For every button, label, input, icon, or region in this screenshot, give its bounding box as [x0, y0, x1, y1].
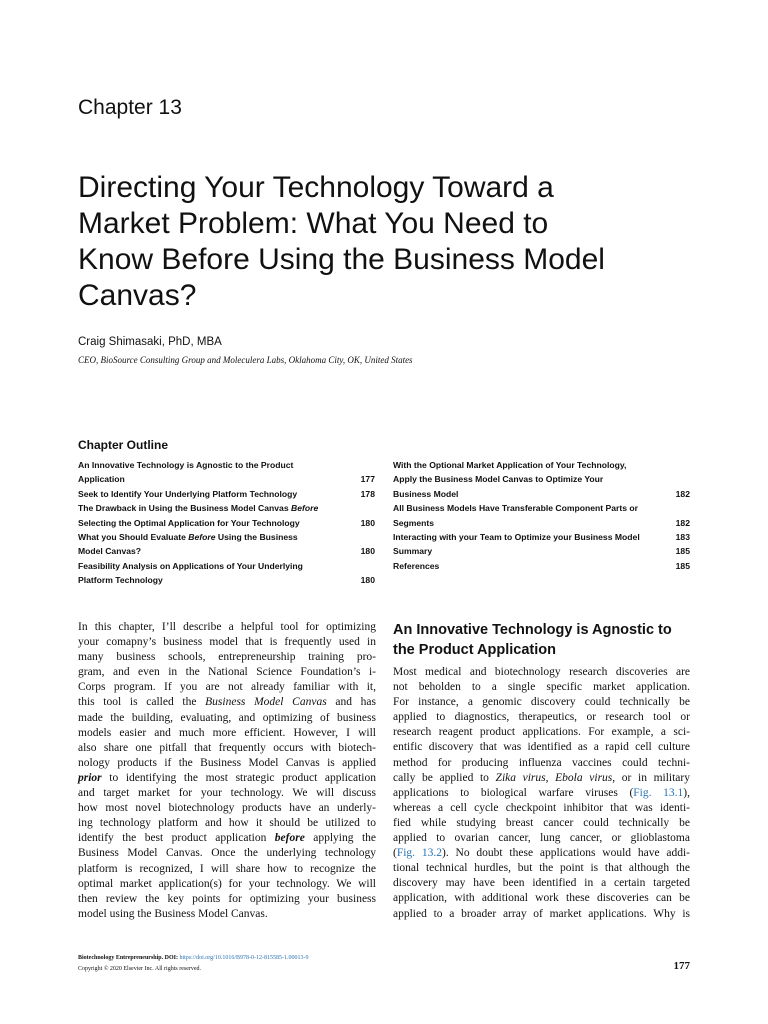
outline-entry[interactable] [393, 472, 690, 486]
outline-entry[interactable] [393, 516, 690, 530]
outline-entry-page: 185 [675, 546, 690, 557]
title-line: Know Before Using the Business Model [78, 243, 605, 276]
outline-entry-title: The Drawback in Using the Business Model Canvas Before [78, 503, 319, 514]
body-line: research reagent product applications. For example, a sci- [393, 726, 690, 739]
body-line: models easier and much more efficient. However, I will [78, 726, 376, 739]
section-paragraph [393, 665, 690, 922]
title-line: Directing Your Technology Toward a [78, 171, 554, 204]
ebola-virus-term: Ebola virus [555, 771, 613, 784]
outline-column-right [393, 458, 690, 573]
outline-entry-title: With the Optional Market Application of Your Technology, [393, 460, 627, 470]
outline-entry[interactable] [393, 458, 690, 472]
outline-entry[interactable] [393, 530, 690, 544]
outline-entry-page: 183 [675, 531, 690, 542]
outline-entry-title: Model Canvas? [78, 546, 142, 557]
body-line: platform is recognized, I will share how to recognize the [78, 862, 376, 875]
outline-entry[interactable] [78, 559, 375, 573]
business-model-canvas-term: Business Model Canvas [205, 696, 327, 709]
figure-link-13-1[interactable]: Fig. 13.1 [633, 786, 684, 799]
body-line: applications to biological warfare viruses (Fig. 13.1), [393, 786, 690, 799]
body-line: (Fig. 13.2). No doubt these applications would have addi- [393, 847, 690, 860]
outline-entry-title: Business Model [393, 488, 459, 499]
section-heading-line: the Product Application [393, 642, 556, 658]
outline-entry-page: 182 [675, 517, 690, 528]
body-line: your comapny’s business model that is frequently used in [78, 636, 376, 649]
body-line: Corps program. If you are not already familiar with it, [78, 681, 376, 694]
body-line: identify the best product application before applying the [78, 832, 376, 845]
body-line: not beholden to a single specific market application. [393, 681, 690, 694]
title-line: Canvas? [78, 279, 197, 312]
body-line: applied to diagnostics, therapeutics, or research tool or [393, 711, 690, 724]
body-line: For instance, a genomic discovery could technically be [393, 696, 690, 709]
outline-entry[interactable] [78, 573, 375, 587]
outline-entry-page: 177 [360, 474, 375, 485]
body-line: fied while studying breast cancer could technically be [393, 816, 690, 829]
outline-entry[interactable] [78, 487, 375, 501]
chapter-title [78, 170, 698, 314]
outline-entry-title: An Innovative Technology is Agnostic to the Product [78, 460, 294, 470]
outline-entry-page: 180 [360, 517, 375, 528]
outline-entry-page: 178 [360, 488, 375, 499]
body-line: whereas a cell cycle checkpoint inhibitor that was identi- [393, 801, 690, 814]
intro-paragraph [78, 620, 376, 922]
body-line: how most novel biotechnology products have an underly- [78, 802, 376, 815]
outline-entry[interactable] [78, 530, 375, 544]
outline-heading: Chapter Outline [78, 438, 169, 452]
outline-entry-page [666, 458, 690, 472]
body-line: cally be applied to Zika virus, Ebola virus, or in military [393, 771, 690, 784]
body-line: applied to a broader array of market applications. Why is [393, 907, 690, 920]
footer-source-label: Biotechnology Entrepreneurship. DOI: [78, 955, 178, 961]
title-line: Market Problem: What You Need to [78, 207, 549, 240]
outline-entry-page [351, 458, 375, 472]
body-line: many business schools, entrepreneurship training pro- [78, 651, 376, 664]
outline-entry[interactable] [78, 458, 375, 472]
body-line: model using the Business Model Canvas. [78, 907, 268, 920]
zika-virus-term: Zika virus [495, 771, 546, 784]
body-line: discovery may have been identified in a certain targeted [393, 877, 690, 890]
body-line: and target market for your technology. We will discuss [78, 787, 376, 800]
outline-entry[interactable] [78, 472, 375, 486]
footer-copyright: Copyright © 2020 Elsevier Inc. All rights reserved. [78, 966, 202, 972]
outline-entry-title: Seek to Identify Your Underlying Platform Technology [78, 488, 298, 499]
author-name: Craig Shimasaki, PhD, MBA [78, 336, 222, 348]
body-line: In this chapter, I’ll describe a helpful tool for optimizing [78, 621, 376, 633]
body-line: Most medical and biotechnology research discoveries are [393, 666, 690, 678]
emphasis-before: before [274, 832, 305, 845]
outline-entry-page [351, 501, 375, 515]
body-line: prior to identifying the most strategic product application [78, 771, 376, 784]
body-line: nology products if the Business Model Canvas is applied [78, 756, 376, 769]
outline-entry[interactable] [393, 544, 690, 558]
doi-link[interactable]: https://doi.org/10.1016/B978-0-12-815585-1.00013-9 [179, 955, 309, 961]
outline-entry-page: 182 [675, 488, 690, 499]
body-line: gram, and even in the National Science Foundation’s i- [78, 666, 376, 679]
body-line: this tool is called the Business Model Canvas and has [78, 696, 376, 709]
outline-entry-title: Interacting with your Team to Optimize your Business Model [393, 531, 640, 542]
body-line: method for producing influenza vaccines could techni- [393, 756, 690, 769]
page-number: 177 [673, 960, 690, 972]
outline-entry-title: Segments [393, 517, 435, 528]
body-line: optimal market application(s) for your technology. We will [78, 877, 376, 890]
figure-link-13-2[interactable]: Fig. 13.2 [396, 847, 443, 860]
outline-entry-page [351, 530, 375, 544]
outline-entry-title: References [393, 560, 440, 571]
outline-entry[interactable] [78, 516, 375, 530]
body-line: ing technology platform and how it should be utilized to [78, 817, 376, 830]
outline-entry[interactable] [393, 487, 690, 501]
outline-entry-title: Selecting the Optimal Application for Your Technology [78, 517, 300, 528]
body-line: Business Model Canvas. Once the underlying technology [78, 847, 376, 860]
outline-entry-page: 185 [675, 560, 690, 571]
outline-entry-page [666, 472, 690, 486]
body-line: also share one pitfall that frequently occurs with biotech- [78, 741, 376, 754]
section-heading [393, 620, 690, 660]
outline-entry-title: Application [78, 474, 125, 485]
outline-column-left [78, 458, 375, 588]
body-line: tional technical hurdles, but the point is that although the [393, 862, 690, 875]
outline-entry[interactable] [78, 501, 375, 515]
outline-entry-title: What you Should Evaluate Before Using the Business [78, 531, 298, 542]
outline-entry-title: Apply the Business Model Canvas to Optimize Your [393, 474, 604, 485]
outline-entry-page [666, 501, 690, 515]
outline-entry-page: 180 [360, 546, 375, 557]
footer-source [78, 955, 309, 961]
body-line: then review the key points for optimizing your business [78, 892, 376, 905]
section-heading-line: An Innovative Technology is Agnostic to [393, 622, 672, 638]
author-affiliation: CEO, BioSource Consulting Group and Moleculera Labs, Oklahoma City, OK, United States [78, 355, 413, 365]
body-line: application, with additional work these discoveries can be [393, 892, 690, 905]
body-line: entific discovery that was identified as a rapid cell culture [393, 741, 690, 754]
outline-entry-title: All Business Models Have Transferable Component Parts or [393, 503, 638, 514]
outline-entry-title: Summary [393, 546, 433, 557]
outline-entry[interactable] [393, 559, 690, 573]
body-line: made the building, evaluating, and optimizing of business [78, 711, 376, 724]
outline-entry-title: Feasibility Analysis on Applications of Your Underlying [78, 560, 303, 571]
body-line: applied to ovarian cancer, lung cancer, or glioblastoma [393, 832, 690, 845]
outline-entry[interactable] [78, 544, 375, 558]
emphasis-prior: prior [78, 771, 102, 784]
outline-entry-page [351, 559, 375, 573]
outline-entry[interactable] [393, 501, 690, 515]
outline-entry-page: 180 [360, 575, 375, 586]
chapter-label: Chapter 13 [78, 96, 182, 119]
outline-entry-title: Platform Technology [78, 575, 163, 586]
